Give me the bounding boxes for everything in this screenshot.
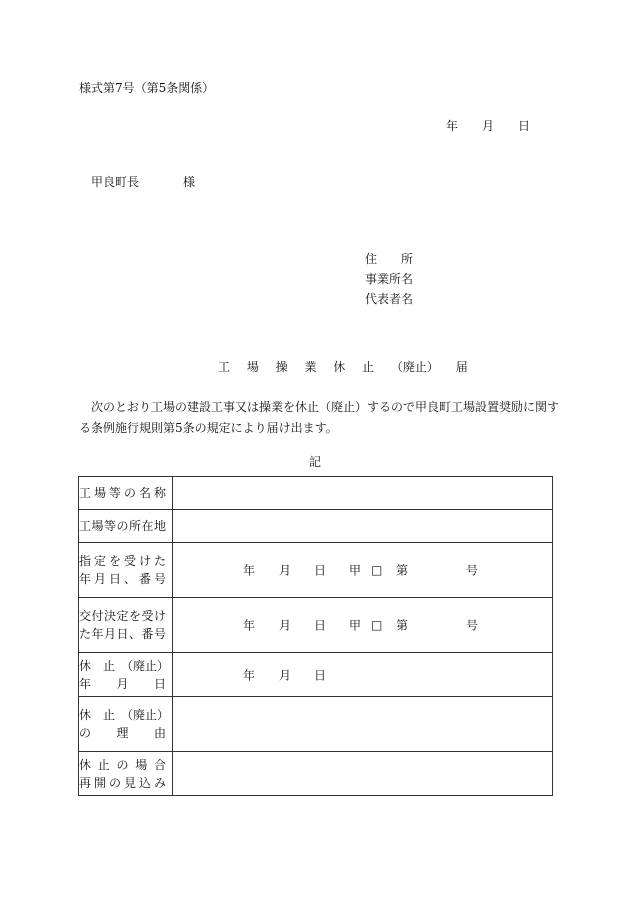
designation-date-number-field[interactable] bbox=[173, 543, 553, 598]
label-line: 工場等の所在地 bbox=[79, 519, 166, 533]
table-row bbox=[79, 598, 553, 653]
addressee-honorific: 様 bbox=[183, 175, 196, 189]
year-label: 年 bbox=[243, 618, 256, 633]
addressee-name: 甲良町長 bbox=[91, 175, 140, 189]
go-label: 号 bbox=[466, 618, 479, 633]
suspension-reason-field[interactable] bbox=[173, 697, 553, 752]
row-label bbox=[79, 543, 173, 598]
day-label: 日 bbox=[314, 668, 327, 682]
day-label: 日 bbox=[314, 563, 327, 578]
table-row bbox=[79, 653, 553, 697]
ko-label: 甲 bbox=[349, 618, 362, 633]
table-row bbox=[79, 510, 553, 543]
ki-heading: 記 bbox=[309, 455, 322, 469]
facility-name-field[interactable] bbox=[173, 477, 553, 510]
dai-label: 第 bbox=[396, 563, 409, 578]
day-label: 日 bbox=[314, 618, 327, 633]
ko-label: 甲 bbox=[349, 563, 362, 578]
label-line: 指定を受けた bbox=[79, 554, 166, 568]
label-line: 年月日、番号 bbox=[79, 572, 166, 586]
table-row bbox=[79, 697, 553, 752]
form-number: 様式第7号（第5条関係） bbox=[79, 81, 215, 95]
go-label: 号 bbox=[466, 563, 479, 578]
table-row bbox=[79, 752, 553, 796]
label-line: 交付決定を受け bbox=[79, 609, 166, 623]
label-line: 工場等の名称 bbox=[79, 486, 166, 500]
label-line: た年月日、番号 bbox=[79, 627, 166, 641]
label-line: 再開の見込み bbox=[79, 775, 166, 790]
body-text: 次のとおり工場の建設工事又は操業を休止（廃止）するので甲良町工場設置奨励に関する条例施行規則第5条の規定により届け出ます。 bbox=[79, 400, 560, 435]
suspension-date-field[interactable] bbox=[173, 653, 553, 697]
row-label bbox=[79, 697, 173, 752]
dai-label: 第 bbox=[396, 618, 409, 633]
document-title: 工 場 操 業 休 止 （廃止） 届 bbox=[218, 360, 468, 374]
address-label: 住 所 bbox=[365, 252, 414, 266]
checkbox-icon[interactable]: □ bbox=[371, 618, 383, 632]
row-label bbox=[79, 477, 173, 510]
row-label bbox=[79, 510, 173, 543]
applicant-block bbox=[365, 249, 413, 309]
month-label: 月 bbox=[279, 563, 292, 578]
row-label bbox=[79, 653, 173, 697]
representative-label: 代表者名 bbox=[365, 292, 414, 306]
row-label bbox=[79, 752, 173, 796]
grant-decision-date-number-field[interactable] bbox=[173, 598, 553, 653]
row-label bbox=[79, 598, 173, 653]
year-label: 年 bbox=[243, 563, 256, 578]
month-label: 月 bbox=[279, 618, 292, 633]
year-label: 年 bbox=[243, 668, 256, 682]
month-label: 月 bbox=[279, 668, 292, 682]
label-line: 休止の場合 bbox=[79, 757, 166, 772]
label-line: 休 止 （廃止） bbox=[79, 658, 170, 673]
form-table bbox=[78, 476, 553, 796]
submission-date: 年 月 日 bbox=[446, 119, 531, 133]
resumption-outlook-field[interactable] bbox=[173, 752, 553, 796]
addressee bbox=[91, 175, 195, 189]
table-row bbox=[79, 543, 553, 598]
label-line: 年 月 日 bbox=[79, 676, 166, 691]
facility-location-field[interactable] bbox=[173, 510, 553, 543]
office-name-label: 事業所名 bbox=[365, 272, 414, 286]
label-line: の 理 由 bbox=[79, 726, 166, 740]
checkbox-icon[interactable]: □ bbox=[371, 563, 383, 577]
table-row bbox=[79, 477, 553, 510]
label-line: 休 止 （廃止） bbox=[79, 708, 170, 722]
